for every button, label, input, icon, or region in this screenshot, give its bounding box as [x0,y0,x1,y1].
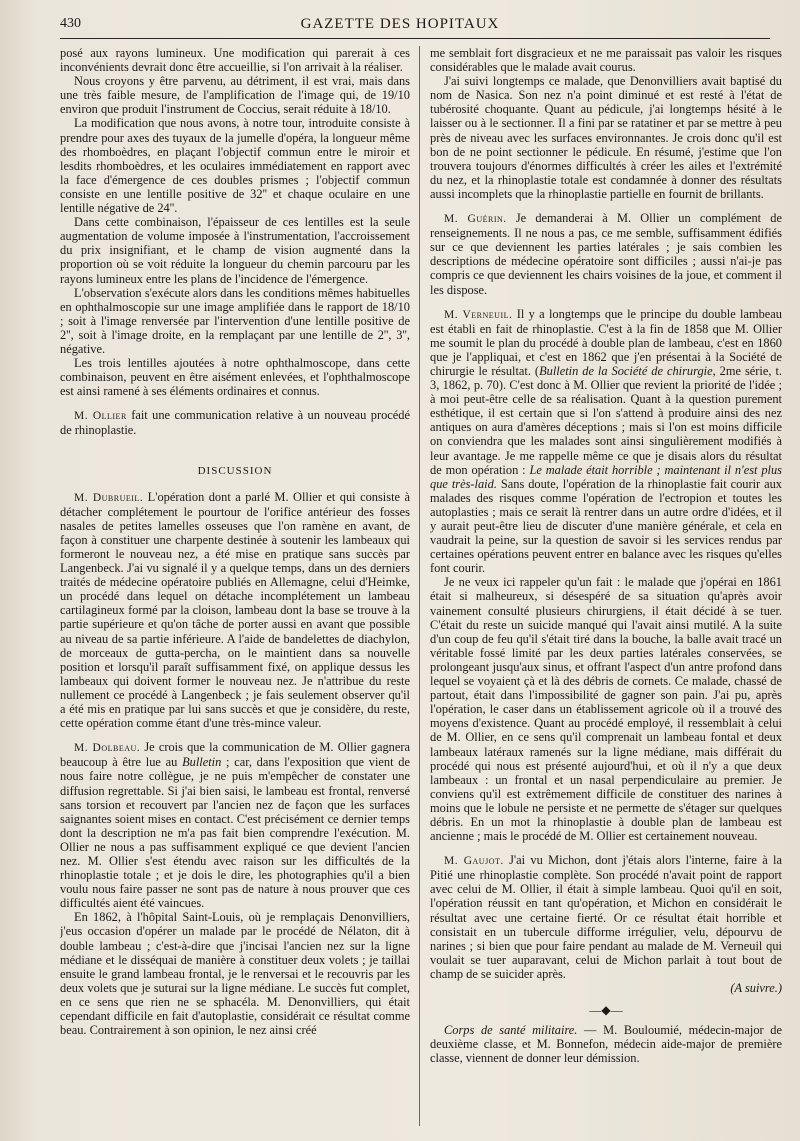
paragraph: La modification que nous avons, à notre tour, introduite consiste à prendre pour axes des tuyaux de la jumelle d'opéra, la longueur même des rhomboèdres, en plaçant l'objectif commun entre le miroir et lesdits rhomboèdres, et les oculaires immédiatement en rapport avec la face d'émergence de ces doubles prismes ; l'objectif commun consiste en une lentille positive de 32'' et chaque oculaire en une lentille négative de 24''. [60,116,410,216]
to-be-continued: (A suivre.) [730,981,782,995]
header-rule [60,38,770,39]
page-number: 430 [60,16,81,31]
verneuil-italic-2: Le malade était horrible ; maintenant il n'est plus que très-laid. [430,462,782,491]
paragraph: L'observation s'exécute alors dans les conditions mêmes habituelles en ophthalmoscopie sur une image amplifiée dans le rapport de 18/10 ; soit à l'image renversée par l'intervention d'une lentille positive de 2'', soit à l'image droite, en la remplaçant par une lentille de 2'', 3'', négative. [60,285,410,356]
dolbeau-intervention [60,740,410,910]
verneuil-intervention [430,307,782,576]
speaker-gaujot: M. Gaujot. [444,855,504,868]
paragraph: J'ai suivi longtemps ce malade, que Denonvilliers avait baptisé du nom de Nasica. Son nez n'a point diminué et est resté à l'état de tubérosité choquante. Quant au pédicule, j'ai longtemps hésité à le laisser ou à le sectionner. Il a fini par se ratatiner et par se mettre à peu près de niveau avec les surfaces environnantes. Je crois donc qu'il est bon de ne point sectionner le pédicule. En résumé, j'estime que l'on trouvera toujours d'énormes difficultés à créer les ailes et l'extrémité du nez, et la rhinoplastie totale est condamnée à donner des résultats aussi incomplets que la rhinoplastie partielle en fournit de brillants. [430,74,782,201]
ollier-communication [60,408,410,437]
paragraph: Dans cette combinaison, l'épaisseur de ces lentilles est la seule augmentation de volume imposée à l'instrumentation, l'accroissement du prix insignifiant, et le champ de vision augmenté dans la proportion où se voit réduite la longueur du chemin parcouru par les rayons lumineux entre les plans de l'incidence de l'émergence. [60,215,410,286]
discussion-heading: DISCUSSION [197,464,273,477]
ornament-separator: —◆— [589,1003,623,1018]
corps-sante-notice [430,1023,782,1065]
verneuil-text-1: Il y a longtemps que le principe du double lambeau est établi en fait de rhinoplastie. C'est à la fin de 1858 que M. Ollier me soumit le plan du procédé à double plan de lambeau, c'est en 1860 que je l'appliquai, et c'est en 1862 que j'en présentai à la Société de chirurgie le résultat. ( [430,306,782,378]
running-title: GAZETTE DES HOPITAUX [300,16,500,32]
page-header [20,10,780,38]
paragraph: Les trois lentilles ajoutées à notre ophthalmoscope, dans cette combinaison, peuvent en être aisément enlevées, et l'ophthalmoscope est ainsi ramené à ses éléments ordinaires et connus. [60,356,410,399]
speaker-dolbeau: M. Dolbeau. [74,742,141,755]
verneuil-text-3: Sans doute, l'opération de la rhinoplastie fait courir aux malades des risques comme l'opération de l'ectropion et toutes les autoplasties ; mais ce serait là rentrer dans un autre ordre d'idées, et il y aurait peut-être lieu de discuter d'une manière générale, et cela en vaudrait la peine, sur la question de savoir si les services rendus par certaines opérations peuvent entrer en balance avec les risques qu'elles font courir. [430,476,782,576]
ollier-text: fait une communication relative à un nouveau procédé de rhinoplastie. [60,408,410,438]
verneuil-text-2: , 2me série, t. 3, 1862, p. 70). C'est donc à M. Ollier que revient la priorité de l'idée ; à moi peut-être celle de sa réalisation. Quant à la question purement esthétique, il est certain que si l'on s'attend à produire ainsi des nez antiques on aura d'amères déceptions ; mais si l'on est moins difficile on conviendra que les malades sont ainsi singulièrement modifiés à leur avantage. Je me rappelle même ce que je disais alors du résultat de mon opération : [430,363,782,477]
gaujot-text: J'ai vu Michon, dont j'étais alors l'interne, faire à la Pitié une rhinoplastie complète. Son procédé n'avait point de rapport avec celui de M. Ollier, il était à simple lambeau. Quoi qu'il en soit, l'opération réussit en tant qu'opération, et Michon en considérait le résultat avec une certaine fierté. Or ce résultat était horrible et consistait en un tubercule difforme irrégulier, velu, dépourvu de narines ; si bien que pour faire pendant au malade de M. Verneuil qui voulait se tuer auparavant, celui de Michon parlait à tout bout de champ de se suicider après. [430,853,782,981]
paragraph: posé aux rayons lumineux. Une modification qui parerait à ces inconvénients devrait donc être accueillie, si l'on arrivait à la réaliser. [60,46,410,75]
guerin-intervention [430,211,782,297]
left-column [60,46,410,1126]
speaker-dubrueil: M. Dubrueil. [74,491,144,504]
speaker-ollier: M. Ollier [74,410,127,423]
verneuil-italic-1: Bulletin de la Société de chirurgie [539,363,713,378]
speaker-verneuil: M. Verneuil. [444,308,513,321]
right-column [430,46,782,1126]
corps-sante-title: Corps de santé militaire. [444,1023,578,1038]
paragraph: Nous croyons y être parvenu, au détriment, il est vrai, mais dans une très faible mesure, de l'amplification de l'image qui, de 19/10 environ que produit l'instrument de Coccius, serait réduite à 18/10. [60,74,410,117]
paragraph: me semblait fort disgracieux et ne me paraissait pas valoir les risques considérables que le malade avait courus. [430,46,782,75]
speaker-guerin: M. Guérin. [444,213,507,226]
column-divider [419,46,420,1126]
paragraph: Je ne veux ici rappeler qu'un fait : le malade que j'opérai en 1861 était si malheureux, si désespéré de sa situation qu'après avoir vainement consulté plusieurs chirurgiens, il était décidé à se tuer. C'était du reste un suicide manqué qui l'avait ainsi mutilé. A la suite d'un coup de feu qu'il s'était tiré dans la bouche, la balle avait tracé un véritable fossé limité par les deux parties latérales conservées, se prolongeant jusqu'aux sinus, et offrant l'aspect d'un antre profond dans lequel se voyaient çà et là des débris de cornets. Ce malade, chassé de partout, était dans l'impossibilité de gagner son pain. J'ai pu, après l'opération, le caser dans un établissement agricole où il a trouvé des moyens d'existence. Quant au procédé employé, il ressemblait à celui de M. Ollier, en ce sens qu'il comprenait un lambeau fontal et deux lambeaux latéraux ramenés sur la ligne médiane, mais différait du procédé qui nous est présenté aujourd'hui, et où il n'y a que deux lambeaux : un frontal et un nasal perpendiculaire au premier. Je conviens qu'il est extrêmement difficile de constituer des narines à moins que le lobule ne persiste et ne permette de s'étager sur quelques débris. En un mot la rhinoplastie à double plan de lambeau est ancienne ; mais le procédé de M. Ollier est certainement nouveau. [430,575,782,844]
dolbeau-text-2: ; car, dans l'exposition que vient de nous faire notre collègue, je ne puis m'empêcher de constater une diffusion regrettable. Si j'ai bien saisi, le lambeau est frontal, renversé sans torsion et recouvert par l'ancien nez de façon que les surfaces saignantes soient mises en contact. C'est précisément ce dernier temps dont la description ne m'a pas fait bien comprendre l'exécution. M. Ollier ne nous a pas suffisamment expliqué ce que devient l'ancien nez. M. Ollier s'est étendu avec raison sur les difficultés de la rhinoplastie totale ; et je dois le dire, les photographies qu'il a bien voulu nous faire passer ne sont pas de nature à nous prouver que ces difficultés aient été vaincues. [60,755,410,911]
dubrueil-intervention [60,490,410,731]
dolbeau-italic: Bulletin [182,755,222,770]
corps-sante-text: — M. Bouloumié, médecin-major de deuxième classe, et M. Bonnefon, médecin aide-major de première classe, viennent de donner leur démission. [430,1023,782,1066]
gaujot-intervention [430,853,782,981]
dolbeau-text-1: Je crois que la communication de M. Ollier gagnera beaucoup à être lue au [60,740,410,770]
guerin-text: Je demanderai à M. Ollier un complément de renseignements. Il ne nous a pas, ce me semble, suffisamment édifiés sur ce que deviennent les parties latérales ; je sais combien les descriptions de médecine opératoire sont difficiles ; aussi n'ai-je pas compris ce que deviennent les chairs voisines de la joue, et comment il les dispose. [430,211,782,297]
dubrueil-text: L'opération dont a parlé M. Ollier et qui consiste à détacher complétement le pourtour de l'orifice antérieur des fosses nasales de petites lamelles osseuses que l'on ramène en avant, de façon à constituer une charpente destinée à soutenir les lambeaux qui formeront le nouveau nez, a été mise en pratique sans succès par Langenbeck. J'ai vu signalé il y a quelque temps, dans un des derniers traités de médecine opératoire publiés en Allemagne, celui d'Heimke, un procédé dans lequel on détache incomplétement un lambeau cartilagineux formé par la cloison, lambeau dont la base se trouve à la partie supérieure et qu'on tâche de porter aussi en avant que possible au niveau de sa partie inférieure. A l'aide de bandelettes de diachylon, de morceaux de gutta-percha, on le maintient dans sa nouvelle position et lorsqu'il paraît suffisamment fixé, on applique dessus les lambeaux qui doivent former le nouveau nez. Je n'attribue du reste nullement ce procédé à Langenbeck ; je fais seulement observer qu'il a été mis en pratique par lui sans succès et que je considère, du reste, cette opération comme étant d'une très-mince valeur. [60,489,410,731]
paragraph-1862: En 1862, à l'hôpital Saint-Louis, où je remplaçais Denonvilliers, j'eus occasion d'opérer un malade par le procédé de Nélaton, dit à double lambeau ; c'est-à-dire que j'incisai l'ancien nez sur la ligne médiane et le disséquai de manière à constituer deux volets ; je taillai ensuite le grand lambeau frontal, je le renversai et le recouvris par les deux volets que je suturai sur la ligne médiane. Le succès fut complet, en ce sens que rien ne se sphacéla. M. Denonvilliers, qui était cependant difficile en fait d'autoplastie, considérait ce résultat comme beau. Contrairement à son opinion, le nez ainsi créé [60,910,410,1038]
